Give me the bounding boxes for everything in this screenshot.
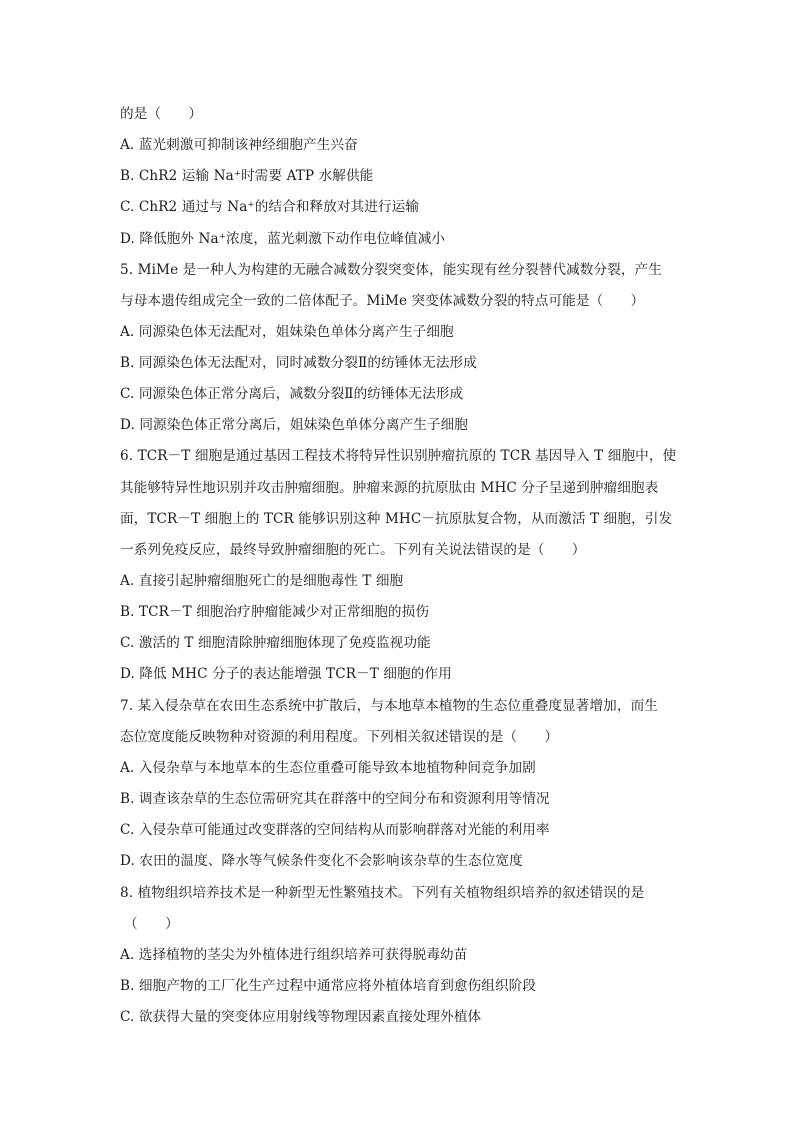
option-line: A. 直接引起肿瘤细胞死亡的是细胞毒性 T 细胞 bbox=[120, 573, 404, 589]
option-line: B. 同源染色体无法配对，同时减数分裂Ⅱ的纺锤体无法形成 bbox=[120, 355, 477, 371]
text-line: 的是（ ） bbox=[120, 106, 203, 122]
option-line: C. 激活的 T 细胞清除肿瘤细胞体现了免疫监视功能 bbox=[120, 635, 431, 651]
option-line: A. 蓝光刺激可抑制该神经细胞产生兴奋 bbox=[120, 137, 358, 153]
option-line: B. ChR2 运输 Na⁺时需要 ATP 水解供能 bbox=[120, 168, 374, 184]
option-line: C. ChR2 通过与 Na⁺的结合和释放对其进行运输 bbox=[120, 199, 420, 215]
option-line: C. 欲获得大量的突变体应用射线等物理因素直接处理外植体 bbox=[120, 1009, 482, 1025]
question-8-line: 8. 植物组织培养技术是一种新型无性繁殖技术。下列有关植物组织培养的叙述错误的是 bbox=[120, 885, 645, 901]
option-line: A. 同源染色体无法配对，姐妹染色单体分离产生子细胞 bbox=[120, 324, 454, 340]
option-line: D. 降低 MHC 分子的表达能增强 TCR－T 细胞的作用 bbox=[120, 666, 452, 682]
option-line: A. 选择植物的茎尖为外植体进行组织培养可获得脱毒幼苗 bbox=[120, 947, 468, 963]
question-5-line: 5. MiMe 是一种人为构建的无融合减数分裂突变体，能实现有丝分裂替代减数分裂，产生 bbox=[120, 262, 662, 278]
option-line: A. 入侵杂草与本地草本的生态位重叠可能导致本地植物种间竞争加剧 bbox=[120, 760, 536, 776]
option-line: B. 调查该杂草的生态位需研究其在群落中的空间分布和资源利用等情况 bbox=[120, 791, 550, 807]
question-8-line: （ ） bbox=[124, 916, 179, 932]
question-7-line: 7. 某入侵杂草在农田生态系统中扩散后，与本地草本植物的生态位重叠度显著增加，而生 bbox=[120, 698, 658, 714]
option-line: C. 入侵杂草可能通过改变群落的空间结构从而影响群落对光能的利用率 bbox=[120, 822, 550, 838]
option-line: D. 降低胞外 Na⁺浓度，蓝光刺激下动作电位峰值减小 bbox=[120, 231, 446, 247]
question-5-line: 与母本遗传组成完全一致的二倍体配子。MiMe 突变体减数分裂的特点可能是（ ） bbox=[120, 293, 645, 309]
question-6-line: 其能够特异性地识别并攻击肿瘤细胞。肿瘤来源的抗原肽由 MHC 分子呈递到肿瘤细胞表 bbox=[120, 480, 659, 496]
question-7-line: 态位宽度能反映物种对资源的利用程度。下列相关叙述错误的是（ ） bbox=[120, 729, 559, 745]
question-6-line: 6. TCR－T 细胞是通过基因工程技术将特异性识别肿瘤抗原的 TCR 基因导入 T 细胞中，使 bbox=[120, 448, 677, 464]
question-6-line: 面，TCR－T 细胞上的 TCR 能够识别这种 MHC－抗原肽复合物，从而激活 T 细胞，引发 bbox=[120, 511, 673, 527]
option-line: D. 农田的温度、降水等气候条件变化不会影响该杂草的生态位宽度 bbox=[120, 853, 523, 869]
option-line: D. 同源染色体正常分离后，姐妹染色单体分离产生子细胞 bbox=[120, 417, 469, 433]
option-line: B. TCR－T 细胞治疗肿瘤能减少对正常细胞的损伤 bbox=[120, 604, 430, 620]
option-line: C. 同源染色体正常分离后，减数分裂Ⅱ的纺锤体无法形成 bbox=[120, 386, 464, 402]
question-6-line: 一系列免疫反应，最终导致肿瘤细胞的死亡。下列有关说法错误的是（ ） bbox=[120, 542, 586, 558]
option-line: B. 细胞产物的工厂化生产过程中通常应将外植体培育到愈伤组织阶段 bbox=[120, 978, 537, 994]
